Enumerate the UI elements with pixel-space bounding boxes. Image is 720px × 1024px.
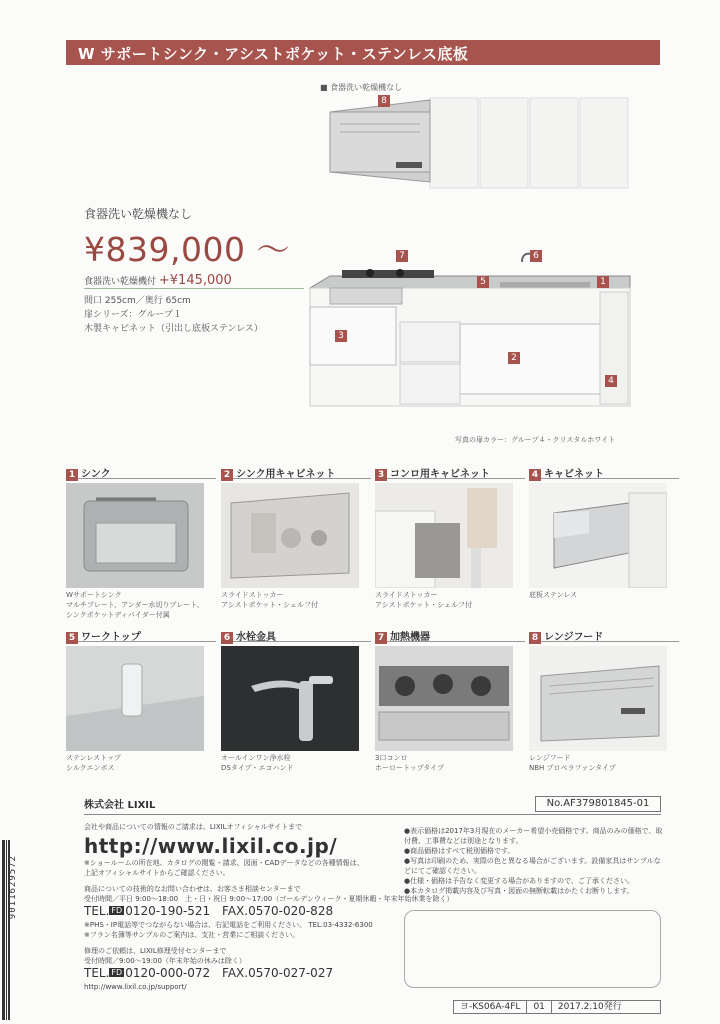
tel-prefix: TEL. (84, 904, 110, 918)
feature-num: 7 (375, 632, 387, 644)
photo-caption: 写真の扉カラー：グループ４・クリスタルホワイト (455, 436, 616, 444)
website-link[interactable]: http://www.lixil.co.jp/ (84, 834, 338, 858)
callout-5: 5 (477, 276, 489, 288)
spec-size: 間口 255cm／奥行 65cm (84, 296, 191, 306)
callout-7: 7 (396, 250, 408, 262)
spec-door-series: 扉シリーズ：グループ１ (84, 310, 182, 320)
barcode-number: 9011629572 (8, 855, 18, 920)
option-value: +¥145,000 (158, 273, 232, 288)
callout-1: 1 (597, 276, 609, 288)
url-note-1: ※ショールームの所在地、カタログの閲覧・請求、図面・CADデータなどの各種情報は、 (84, 859, 364, 867)
feature-caption: ステンレストップ シルクエンボス (66, 754, 121, 772)
note-item: ●商品価格はすべて税別価格です。 (404, 847, 515, 855)
feature-caption: 3口コンロ ホーロートップタイプ (375, 754, 444, 772)
callout-8: 8 (378, 95, 390, 107)
feature-title: シンク (81, 469, 111, 480)
support-url[interactable]: http://www.lixil.co.jp/support/ (84, 983, 187, 991)
contact-intro: 会社や商品についての情報のご請求は、LIXILオフィシャルサイトまで (84, 823, 303, 831)
stove-cabinet-photo (375, 483, 513, 588)
parts-note: ※フラン名簿等サンプルのご案内は、支社・営業にご相談ください。 (84, 931, 300, 939)
feature-heading (375, 465, 525, 479)
code: ヨ-KS06A-4FL (454, 1001, 527, 1013)
feature-title: 水栓金具 (236, 632, 276, 643)
feature-title: コンロ用キャビネット (390, 469, 490, 480)
feature-caption: 底板ステンレス (529, 591, 578, 599)
feature-num: 1 (66, 469, 78, 481)
note-top: ■ 食器洗い乾燥機なし (320, 83, 403, 92)
feature-heading (221, 628, 371, 642)
company-name: 株式会社 LIXIL (84, 800, 156, 811)
fax-number: FAX.0570-027-027 (222, 966, 334, 980)
freedial-icon: FD (111, 906, 123, 915)
callout-6: 6 (530, 250, 542, 262)
feature-title: 加熱機器 (390, 632, 430, 643)
sink-photo (66, 483, 204, 588)
note-item: ●本カタログ掲載内容及び写真・図面の無断転載はかたくお断りします。 (404, 887, 634, 895)
feature-cabinet (529, 465, 679, 600)
alt-tel: TEL.03-4332-6300 (308, 921, 373, 929)
fax-number: FAX.0570-020-828 (222, 904, 334, 918)
notes-list (404, 826, 666, 896)
feature-title: シンク用キャビネット (236, 469, 336, 480)
feature-title: レンジフード (544, 632, 604, 643)
feature-heading (529, 465, 679, 479)
note-item: ●仕様・価格は予告なく変更する場合がありますので、ご了承ください。 (404, 877, 634, 885)
feature-heading (66, 465, 216, 479)
feature-caption: スライドストッカー アシストポケット・シェルフ付 (221, 591, 319, 609)
feature-title: キャビネット (544, 469, 604, 480)
note-item: ●写真は印刷のため、実際の色と異なる場合がございます。設備家具はサンプルなどにてご確認ください。 (404, 857, 661, 875)
feature-sink (66, 465, 216, 620)
tech-hours: 受付時間／平日 9:00〜18:00 土・日・祝日 9:00〜17:00（ゴールデンウィーク・夏期休暇・年末年始休業を除く） (84, 895, 454, 903)
callout-2: 2 (508, 352, 520, 364)
cabinet-photo (529, 483, 667, 588)
feature-faucet (221, 628, 371, 773)
feature-worktop (66, 628, 216, 773)
repair-hours: 受付時間／9:00〜19:00（年末年始の休みは除く） (84, 957, 246, 965)
option-label: 食器洗い乾燥機付 (84, 277, 157, 287)
range-hood-photo (529, 646, 667, 751)
feature-heading (375, 628, 525, 642)
feature-num: 8 (529, 632, 541, 644)
phs-note-text: ※PHS・IP電話等でつながらない場合は、右記電話をご利用ください。 (84, 921, 307, 929)
specs-list (84, 294, 263, 336)
feature-caption: レンジフード NBH プロペラファンタイプ (529, 754, 616, 772)
feature-range-hood (529, 628, 679, 773)
sink-cabinet-photo (221, 483, 359, 588)
faucet-photo (221, 646, 359, 751)
worktop-photo (66, 646, 204, 751)
feature-stove-cabinet (375, 465, 525, 610)
phs-note (84, 920, 373, 930)
feature-num: 2 (221, 469, 233, 481)
catalog-code (453, 1000, 661, 1014)
code-num: 01 (527, 1001, 551, 1013)
price-label: 食器洗い乾燥機なし (84, 207, 193, 221)
tel-number[interactable]: 0120-190-521 (125, 904, 211, 918)
tech-phone-row (84, 904, 333, 918)
callout-3: 3 (335, 330, 347, 342)
feature-caption: Wサポートシンク マルチプレート、アンダー水切りプレート、 シンクポケットディバイダー付属 (66, 591, 204, 619)
issue-date: 2017.2.10発行 (557, 1002, 622, 1012)
feature-sink-cabinet (221, 465, 371, 610)
tel-prefix: TEL. (84, 966, 110, 980)
price-main: ¥839,000 〜 (84, 230, 290, 269)
cooker-photo (375, 646, 513, 751)
tel-number[interactable]: 0120-000-072 (125, 966, 211, 980)
note-item: ●表示価格は2017年3月現在のメーカー希望小売価格です。商品のみの価格で、取付費、工事費などは別途となります。 (404, 827, 663, 845)
footer-divider (84, 814, 661, 815)
url-note-2: 上記オフィシャルサイトからご確認ください。 (84, 869, 230, 877)
feature-num: 6 (221, 632, 233, 644)
kitchen-illustration (300, 92, 640, 432)
freedial-icon: FD (111, 968, 123, 977)
feature-heading (529, 628, 679, 642)
tech-intro: 商品についての技術的なお問い合わせは、お客さま相談センターまで (84, 885, 301, 893)
feature-title: ワークトップ (81, 632, 141, 643)
price-option (84, 273, 232, 288)
pricing-block (84, 205, 290, 288)
feature-num: 5 (66, 632, 78, 644)
feature-heading (221, 465, 371, 479)
feature-num: 4 (529, 469, 541, 481)
feature-caption: スライドストッカー アシストポケット・シェルフ付 (375, 591, 473, 609)
repair-intro: 修理のご依頼は、LIXIL修理受付センターまで (84, 947, 227, 955)
doc-number: No.AF379801845-01 (535, 796, 661, 812)
price-divider (84, 288, 304, 289)
spec-cabinet: 木製キャビネット（引出し底板ステンレス） (84, 324, 263, 334)
feature-heading (66, 628, 216, 642)
callout-4: 4 (605, 375, 617, 387)
page-title: W サポートシンク・アシストポケット・ステンレス底板 (66, 40, 660, 65)
feature-cooker (375, 628, 525, 773)
repair-phone-row (84, 966, 333, 980)
feature-num: 3 (375, 469, 387, 481)
feature-caption: オールインワン浄水栓 DSタイプ・エコハンド (221, 754, 294, 772)
dealer-stamp-box (404, 910, 661, 988)
